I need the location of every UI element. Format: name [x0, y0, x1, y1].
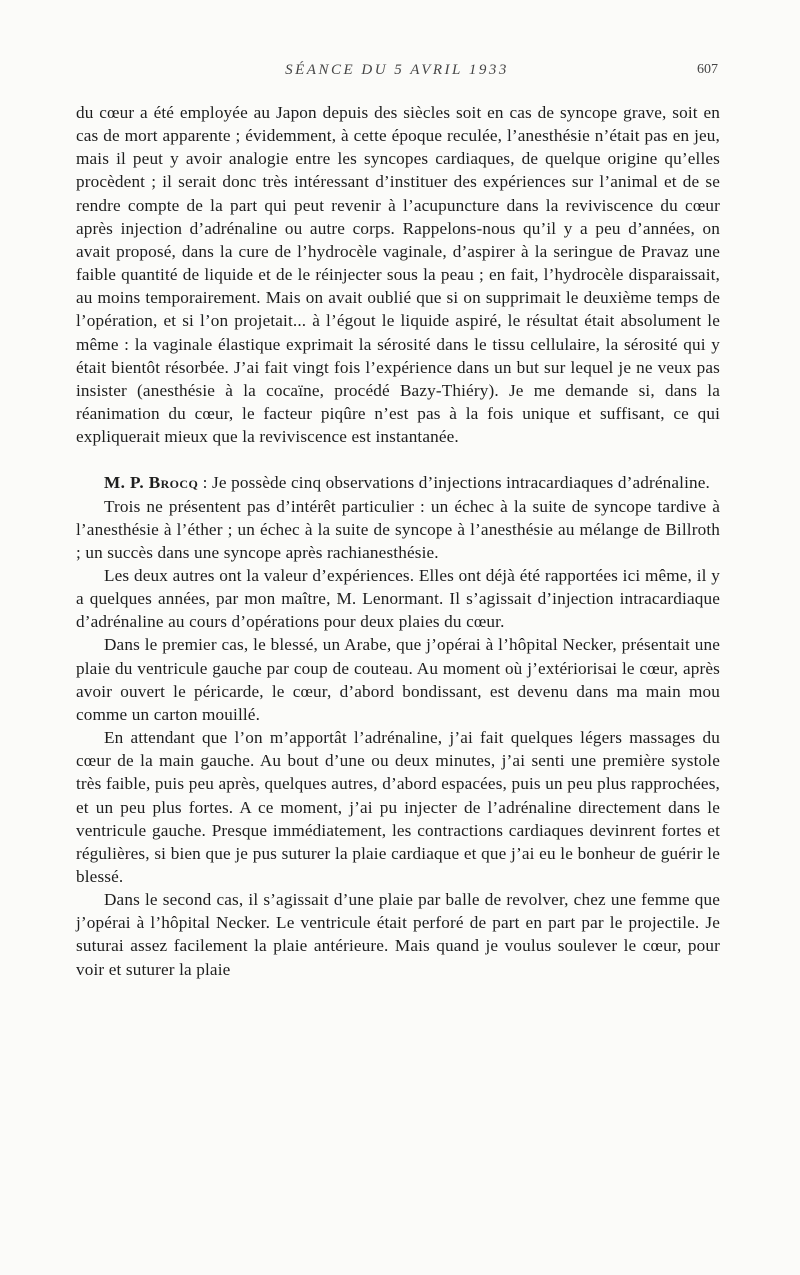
body-text: [76, 101, 720, 981]
running-title: SÉANCE DU 5 AVRIL 1933: [285, 62, 509, 78]
paragraph: Dans le premier cas, le blessé, un Arabe, que j’opérai à l’hôpital Necker, présentait une plaie du ventricule gauche par coup de couteau. Au moment où j’extériorisai le cœur, après avoir ouvert le péricarde, le cœur, d’abord bondissant, est devenu dans ma main mou comme un carton mouillé.: [76, 635, 720, 724]
running-header: [76, 62, 718, 86]
paragraph-continuation: du cœur a été employée au Japon depuis des siècles soit en cas de syncope grave, soit en cas de mort apparente ; évidemment, à cette époque reculée, l’anesthésie n’était pas en jeu, mais il peut y avoir analogie entre les syncopes cardiaques, de quelque origine qu’elles procèdent ; il serait donc très intéressant d’instituer des expériences sur l’animal et de se rendre compte de la part qui peut revenir à l’acupuncture dans la reviviscence du cœur après injection d’adrénaline ou autre corps. Rappelons-nous qu’il y a peu d’années, on avait proposé, dans la cure de l’hydrocèle vaginale, d’aspirer à la seringue de Pravaz une faible quantité de liquide et de le réinjecter sous la peau ; en fait, l’hydrocèle disparaissait, au moins temporairement. Mais on avait oublié que si on supprimait le deuxième temps de l’opération, et si l’on projetait... à l’égout le liquide aspiré, le résultat était absolument le même : la vaginale élastique exprimait la sérosité dans le tissu cellulaire, la sérosité qui y était bientôt résorbée. J’ai fait vingt fois l’expérience dans un but sur lequel je ne veux pas insister (anesthésie à la cocaïne, procédé Bazy-Thiéry). Je me demande si, dans la réanimation du cœur, le facteur piqûre n’est pas à la fois unique et suffisant, ce qui expliquerait mieux que la reviviscence est instantanée.: [76, 103, 720, 447]
paragraph: Trois ne présentent pas d’intérêt particulier : un échec à la suite de syncope tardive à l’anesthésie à l’éther ; un échec à la suite de syncope à l’anesthésie au mélange de Billroth ; un succès dans une syncope après rachianesthésie.: [76, 496, 720, 562]
speaker-name: M. P. Brocq: [104, 473, 199, 493]
paragraph: En attendant que l’on m’apportât l’adrénaline, j’ai fait quelques légers massages du cœur de la main gauche. Au bout d’une ou deux minutes, j’ai senti une première systole très faible, puis peu après, quelques autres, d’abord espacées, puis un peu plus rapprochées, et un peu plus fortes. A ce moment, j’ai pu injecter de l’adrénaline directement dans le ventricule gauche. Presque immédiatement, les contractions cardiaques devinrent fortes et régulières, si bien que je pus suturer la plaie cardiaque et que j’ai eu le bonheur de guérir le blessé.: [76, 728, 720, 886]
paragraph-intervention: [76, 471, 720, 494]
paragraph: Dans le second cas, il s’agissait d’une plaie par balle de revolver, chez une femme que j’opérai à l’hôpital Necker. Le ventricule était perforé de part en part par le projectile. Je suturai assez facilement la plaie antérieure. Mais quand je voulus soulever le cœur, pour voir et suturer la plaie: [76, 890, 720, 979]
intervention-text: : Je possède cinq observations d’injections intracardiaques d’adrénaline.: [198, 473, 710, 493]
page-number: 607: [697, 62, 718, 77]
paragraph: Les deux autres ont la valeur d’expériences. Elles ont déjà été rapportées ici même, il y a quelques années, par mon maître, M. Lenormant. Il s’agissait d’injection intracardiaque d’adrénaline au cours d’opérations pour deux plaies du cœur.: [76, 565, 720, 632]
